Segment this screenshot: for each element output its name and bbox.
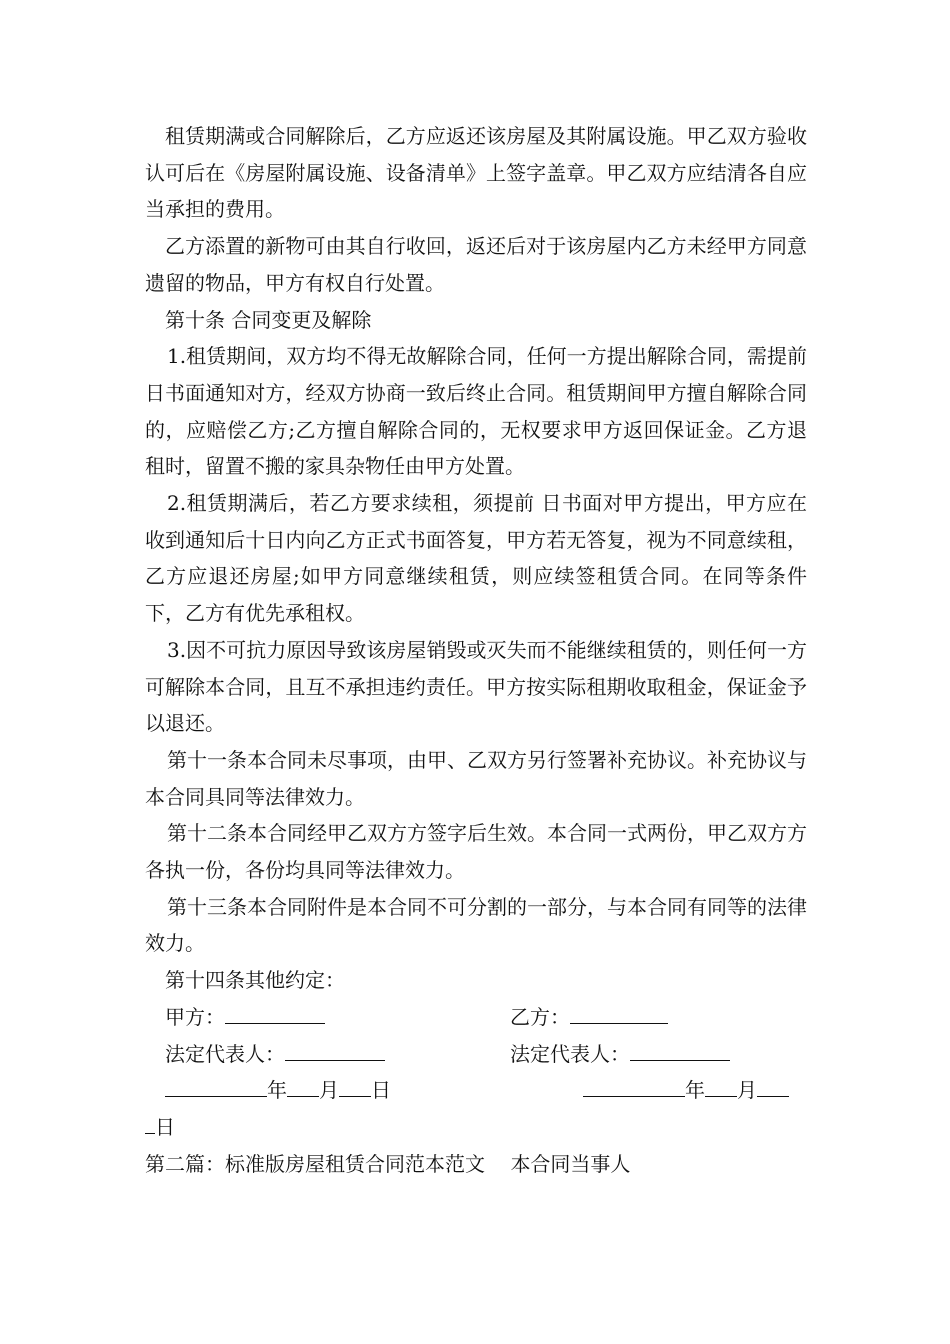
party-a-signature xyxy=(165,999,325,1036)
year-a-label: 年 xyxy=(267,1078,287,1103)
signature-rep-row xyxy=(145,1036,807,1073)
year-a-blank xyxy=(165,1074,267,1097)
next-section-heading xyxy=(145,1146,807,1183)
next-section-title: 第二篇：标准版房屋租赁合同范本范文 xyxy=(145,1151,485,1176)
year-b-label: 年 xyxy=(685,1078,705,1103)
party-b-label: 乙方： xyxy=(510,1004,570,1029)
month-b-label: 月 xyxy=(737,1078,757,1103)
rep-a-label: 法定代表人： xyxy=(165,1041,285,1066)
day-b-label: 日 xyxy=(155,1114,175,1139)
year-b-blank xyxy=(583,1074,685,1097)
rep-a-blank xyxy=(285,1038,385,1061)
article-12: 第十二条本合同经甲乙双方方签字后生效。本合同一式两份，甲乙双方方各执一份，各份均具同等法律效力。 xyxy=(145,821,807,883)
paragraph-return-premises: 租赁期满或合同解除后，乙方应返还该房屋及其附属设施。甲乙双方验收认可后在《房屋附属设施、设备清单》上签字盖章。甲乙双方应结清各自应当承担的费用。 xyxy=(145,124,807,222)
rep-b-blank xyxy=(630,1038,730,1061)
signature-party-row xyxy=(145,999,807,1036)
date-a xyxy=(165,1072,391,1109)
month-b-blank xyxy=(705,1074,737,1097)
day-a-blank xyxy=(339,1074,371,1097)
article-10-clause-3: 3.因不可抗力原因导致该房屋销毁或灭失而不能继续租赁的，则任何一方可解除本合同，且互不承担违约责任。甲方按实际租期收取租金，保证金予以退还。 xyxy=(145,637,807,736)
document-body xyxy=(145,118,807,1182)
rep-a-signature xyxy=(165,1036,385,1073)
article-14: 第十四条其他约定： xyxy=(165,968,345,993)
day-a-label: 日 xyxy=(371,1078,391,1103)
month-a-blank xyxy=(287,1074,319,1097)
rep-b-signature xyxy=(510,1036,730,1073)
signature-date-row xyxy=(145,1072,807,1109)
date-b-wrap xyxy=(145,1109,175,1146)
signature-date-wrap-row xyxy=(145,1109,807,1146)
month-a-label: 月 xyxy=(319,1078,339,1103)
party-a-label: 甲方： xyxy=(165,1004,225,1029)
date-b xyxy=(583,1072,789,1109)
party-b-blank xyxy=(570,1001,668,1024)
article-11: 第十一条本合同未尽事项，由甲、乙双方另行签署补充协议。补充协议与本合同具同等法律效力。 xyxy=(145,747,807,809)
party-a-blank xyxy=(225,1001,325,1024)
party-b-signature xyxy=(510,999,668,1036)
article-10-clause-2: 2.租赁期满后，若乙方要求续租，须提前 日书面对甲方提出，甲方应在收到通知后十日内向乙方正式书面答复，甲方若无答复，视为不同意续租，乙方应退还房屋;如甲方同意继续租赁，则应续签租赁合同。在同等条件下，乙方有优先承租权。 xyxy=(145,491,807,626)
next-section-subtitle: 本合同当事人 xyxy=(510,1151,631,1176)
paragraph-new-items: 乙方添置的新物可由其自行收回，返还后对于该房屋内乙方未经甲方同意遗留的物品，甲方有权自行处置。 xyxy=(145,234,807,295)
day-b-blank-part xyxy=(757,1074,789,1097)
article-13: 第十三条本合同附件是本合同不可分割的一部分，与本合同有同等的法律效力。 xyxy=(145,894,807,956)
day-b-blank-rest xyxy=(145,1111,155,1134)
article-10-clause-1: 1.租赁期间，双方均不得无故解除合同，任何一方提出解除合同，需提前 日书面通知对方，经双方协商一致后终止合同。租赁期间甲方擅自解除合同的，应赔偿乙方;乙方擅自解除合同的，无权要求甲方返回保证金。乙方退租时，留置不搬的家具杂物任由甲方处置。 xyxy=(145,344,807,479)
article-10-heading: 第十条 合同变更及解除 xyxy=(165,307,372,332)
rep-b-label: 法定代表人： xyxy=(510,1041,630,1066)
